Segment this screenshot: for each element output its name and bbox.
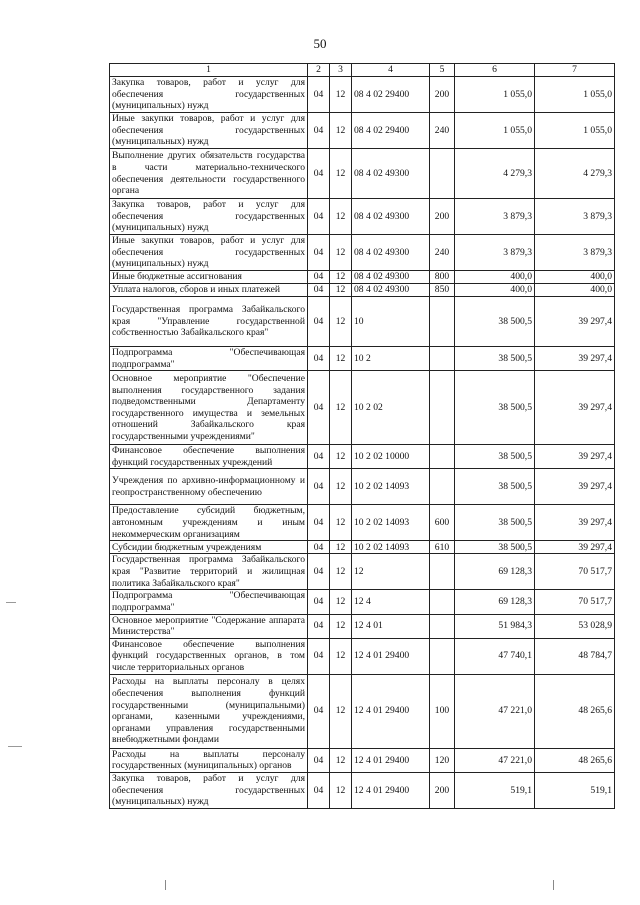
- expense-type-code: 850: [430, 284, 455, 297]
- expense-type-code: 200: [430, 77, 455, 113]
- table-row: [110, 77, 615, 113]
- row-name: Финансовое обеспечение выполнения функций государственных органов, в том числе территориальных органов: [110, 638, 308, 674]
- subsection-code: 12: [330, 554, 352, 590]
- row-name: Закупка товаров, работ и услуг для обеспечения государственных (муниципальных) нужд: [110, 772, 308, 808]
- amount-year-2: 48 784,7: [535, 638, 615, 674]
- expense-type-code: [430, 554, 455, 590]
- expense-type-code: [430, 590, 455, 614]
- subsection-code: 12: [330, 149, 352, 199]
- expense-type-code: [430, 297, 455, 347]
- target-article-code: 10 2 02 14093: [352, 505, 430, 541]
- target-article-code: 08 4 02 49300: [352, 149, 430, 199]
- table-row: [110, 748, 615, 772]
- section-code: 04: [308, 271, 330, 284]
- amount-year-1: 4 279,3: [455, 149, 535, 199]
- target-article-code: 12 4: [352, 590, 430, 614]
- table-row: [110, 235, 615, 271]
- subsection-code: 12: [330, 614, 352, 638]
- section-code: 04: [308, 347, 330, 371]
- table-row: [110, 505, 615, 541]
- section-code: 04: [308, 614, 330, 638]
- amount-year-1: 3 879,3: [455, 199, 535, 235]
- subsection-code: 12: [330, 77, 352, 113]
- amount-year-1: 38 500,5: [455, 297, 535, 347]
- target-article-code: 12 4 01: [352, 614, 430, 638]
- expense-type-code: 120: [430, 748, 455, 772]
- amount-year-1: 69 128,3: [455, 554, 535, 590]
- amount-year-2: 48 265,6: [535, 674, 615, 748]
- amount-year-1: 47 740,1: [455, 638, 535, 674]
- amount-year-1: 69 128,3: [455, 590, 535, 614]
- page-number: 50: [313, 36, 327, 51]
- amount-year-2: 519,1: [535, 772, 615, 808]
- table-header-row: [110, 64, 615, 77]
- amount-year-2: 39 297,4: [535, 347, 615, 371]
- row-name: Иные закупки товаров, работ и услуг для обеспечения государственных (муниципальных) нужд: [110, 235, 308, 271]
- table-row: [110, 772, 615, 808]
- table-row: [110, 371, 615, 445]
- subsection-code: 12: [330, 541, 352, 554]
- expense-type-code: 200: [430, 772, 455, 808]
- expense-type-code: [430, 347, 455, 371]
- expense-type-code: [430, 614, 455, 638]
- target-article-code: 08 4 02 49300: [352, 199, 430, 235]
- table-row: [110, 199, 615, 235]
- section-code: 04: [308, 77, 330, 113]
- section-code: 04: [308, 199, 330, 235]
- col-header-3: 3: [330, 64, 352, 77]
- section-code: 04: [308, 113, 330, 149]
- amount-year-2: 39 297,4: [535, 445, 615, 469]
- amount-year-1: 3 879,3: [455, 235, 535, 271]
- amount-year-1: 1 055,0: [455, 113, 535, 149]
- target-article-code: 12: [352, 554, 430, 590]
- amount-year-1: 51 984,3: [455, 614, 535, 638]
- amount-year-1: 38 500,5: [455, 541, 535, 554]
- row-name: Субсидии бюджетным учреждениям: [110, 541, 308, 554]
- target-article-code: 08 4 02 49300: [352, 271, 430, 284]
- subsection-code: 12: [330, 371, 352, 445]
- col-header-7: 7: [535, 64, 615, 77]
- row-name: Основное мероприятие "Обеспечение выполнения государственного задания подведомственными Департаменту государственного имущества и земельных отношений Забайкальского края государственными учреждениями": [110, 371, 308, 445]
- subsection-code: 12: [330, 674, 352, 748]
- amount-year-1: 1 055,0: [455, 77, 535, 113]
- amount-year-2: 1 055,0: [535, 77, 615, 113]
- amount-year-2: 3 879,3: [535, 235, 615, 271]
- section-code: 04: [308, 674, 330, 748]
- row-name: Предоставление субсидий бюджетным, автономным учреждениям и иным некоммерческим организациям: [110, 505, 308, 541]
- section-code: 04: [308, 235, 330, 271]
- subsection-code: 12: [330, 113, 352, 149]
- table-row: [110, 638, 615, 674]
- subsection-code: 12: [330, 590, 352, 614]
- table-row: [110, 445, 615, 469]
- amount-year-1: 38 500,5: [455, 469, 535, 505]
- target-article-code: 12 4 01 29400: [352, 748, 430, 772]
- target-article-code: 10 2 02 10000: [352, 445, 430, 469]
- amount-year-1: 47 221,0: [455, 674, 535, 748]
- expense-type-code: 240: [430, 113, 455, 149]
- section-code: 04: [308, 469, 330, 505]
- target-article-code: 10: [352, 297, 430, 347]
- amount-year-1: 519,1: [455, 772, 535, 808]
- col-header-4: 4: [352, 64, 430, 77]
- col-header-2: 2: [308, 64, 330, 77]
- row-name: Расходы на выплаты персоналу государственных (муниципальных) органов: [110, 748, 308, 772]
- expense-type-code: [430, 149, 455, 199]
- subsection-code: 12: [330, 469, 352, 505]
- target-article-code: 08 4 02 49300: [352, 235, 430, 271]
- scan-mark: [6, 602, 16, 603]
- expense-type-code: [430, 638, 455, 674]
- row-name: Иные бюджетные ассигнования: [110, 271, 308, 284]
- amount-year-2: 39 297,4: [535, 371, 615, 445]
- scan-mark: [553, 880, 554, 890]
- table-row: [110, 347, 615, 371]
- target-article-code: 08 4 02 49300: [352, 284, 430, 297]
- table-row: [110, 674, 615, 748]
- expense-type-code: 800: [430, 271, 455, 284]
- expense-type-code: 610: [430, 541, 455, 554]
- target-article-code: 08 4 02 29400: [352, 77, 430, 113]
- expense-type-code: 100: [430, 674, 455, 748]
- amount-year-2: 400,0: [535, 271, 615, 284]
- row-name: Закупка товаров, работ и услуг для обеспечения государственных (муниципальных) нужд: [110, 199, 308, 235]
- target-article-code: 12 4 01 29400: [352, 638, 430, 674]
- subsection-code: 12: [330, 505, 352, 541]
- expense-type-code: [430, 371, 455, 445]
- subsection-code: 12: [330, 271, 352, 284]
- table-row: [110, 590, 615, 614]
- section-code: 04: [308, 748, 330, 772]
- section-code: 04: [308, 445, 330, 469]
- amount-year-2: 4 279,3: [535, 149, 615, 199]
- row-name: Подпрограмма "Обеспечивающая подпрограмма": [110, 347, 308, 371]
- table-row: [110, 469, 615, 505]
- table-row: [110, 149, 615, 199]
- subsection-code: 12: [330, 772, 352, 808]
- amount-year-2: 39 297,4: [535, 297, 615, 347]
- target-article-code: 08 4 02 29400: [352, 113, 430, 149]
- section-code: 04: [308, 505, 330, 541]
- amount-year-2: 53 028,9: [535, 614, 615, 638]
- row-name: Государственная программа Забайкальского края "Развитие территорий и жилищная политика Забайкальского края": [110, 554, 308, 590]
- subsection-code: 12: [330, 284, 352, 297]
- section-code: 04: [308, 554, 330, 590]
- row-name: Уплата налогов, сборов и иных платежей: [110, 284, 308, 297]
- row-name: Учреждения по архивно-информационному и геопространственному обеспечению: [110, 469, 308, 505]
- amount-year-2: 39 297,4: [535, 505, 615, 541]
- col-header-6: 6: [455, 64, 535, 77]
- amount-year-2: 70 517,7: [535, 590, 615, 614]
- subsection-code: 12: [330, 445, 352, 469]
- table-row: [110, 297, 615, 347]
- amount-year-2: 400,0: [535, 284, 615, 297]
- amount-year-2: 1 055,0: [535, 113, 615, 149]
- scan-mark: [8, 746, 22, 747]
- row-name: Расходы на выплаты персоналу в целях обеспечения выполнения функций государственными (муниципальными) органами, казенными учреждениями, органами управления государственными внебюджетными фондами: [110, 674, 308, 748]
- table-row: [110, 284, 615, 297]
- section-code: 04: [308, 541, 330, 554]
- row-name: Государственная программа Забайкальского края "Управление государственной собственностью Забайкальского края": [110, 297, 308, 347]
- subsection-code: 12: [330, 347, 352, 371]
- target-article-code: 10 2 02 14093: [352, 469, 430, 505]
- amount-year-1: 38 500,5: [455, 371, 535, 445]
- row-name: Выполнение других обязательств государства в части материально-технического обеспечения деятельности государственного органа: [110, 149, 308, 199]
- section-code: 04: [308, 772, 330, 808]
- row-name: Основное мероприятие "Содержание аппарата Министерства": [110, 614, 308, 638]
- col-header-1: 1: [110, 64, 308, 77]
- col-header-5: 5: [430, 64, 455, 77]
- section-code: 04: [308, 149, 330, 199]
- expense-type-code: [430, 445, 455, 469]
- target-article-code: 10 2: [352, 347, 430, 371]
- amount-year-1: 47 221,0: [455, 748, 535, 772]
- subsection-code: 12: [330, 297, 352, 347]
- table-row: [110, 541, 615, 554]
- section-code: 04: [308, 284, 330, 297]
- amount-year-1: 400,0: [455, 271, 535, 284]
- amount-year-2: 70 517,7: [535, 554, 615, 590]
- expense-type-code: 600: [430, 505, 455, 541]
- table-row: [110, 554, 615, 590]
- section-code: 04: [308, 590, 330, 614]
- section-code: 04: [308, 297, 330, 347]
- target-article-code: 12 4 01 29400: [352, 674, 430, 748]
- table-row: [110, 271, 615, 284]
- amount-year-2: 39 297,4: [535, 469, 615, 505]
- row-name: Подпрограмма "Обеспечивающая подпрограмма": [110, 590, 308, 614]
- expense-type-code: [430, 469, 455, 505]
- amount-year-1: 38 500,5: [455, 347, 535, 371]
- target-article-code: 12 4 01 29400: [352, 772, 430, 808]
- subsection-code: 12: [330, 638, 352, 674]
- row-name: Иные закупки товаров, работ и услуг для обеспечения государственных (муниципальных) нужд: [110, 113, 308, 149]
- row-name: Закупка товаров, работ и услуг для обеспечения государственных (муниципальных) нужд: [110, 77, 308, 113]
- amount-year-1: 38 500,5: [455, 445, 535, 469]
- section-code: 04: [308, 638, 330, 674]
- amount-year-2: 39 297,4: [535, 541, 615, 554]
- subsection-code: 12: [330, 199, 352, 235]
- amount-year-2: 48 265,6: [535, 748, 615, 772]
- table-row: [110, 113, 615, 149]
- expense-type-code: 240: [430, 235, 455, 271]
- scan-mark: [165, 880, 166, 890]
- target-article-code: 10 2 02 14093: [352, 541, 430, 554]
- amount-year-2: 3 879,3: [535, 199, 615, 235]
- target-article-code: 10 2 02: [352, 371, 430, 445]
- subsection-code: 12: [330, 235, 352, 271]
- section-code: 04: [308, 371, 330, 445]
- row-name: Финансовое обеспечение выполнения функций государственных учреждений: [110, 445, 308, 469]
- budget-table: [109, 63, 615, 809]
- table-row: [110, 614, 615, 638]
- amount-year-1: 400,0: [455, 284, 535, 297]
- expense-type-code: 200: [430, 199, 455, 235]
- amount-year-1: 38 500,5: [455, 505, 535, 541]
- subsection-code: 12: [330, 748, 352, 772]
